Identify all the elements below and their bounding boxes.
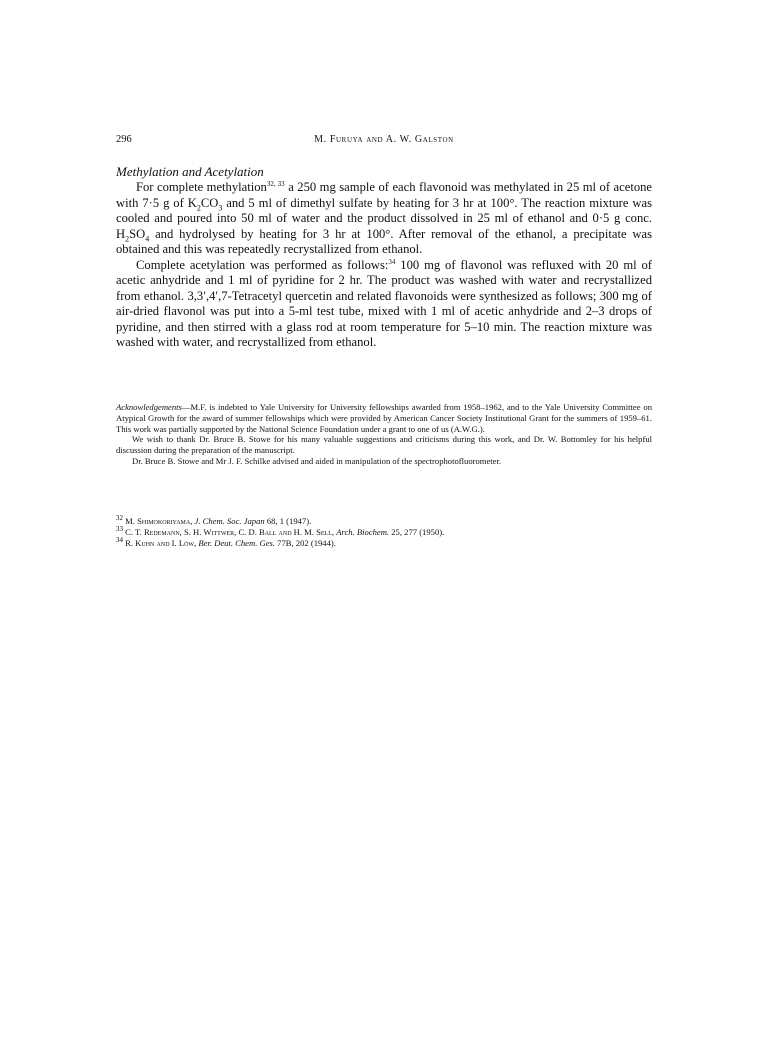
page-header <box>116 134 652 150</box>
reference-item: $^{32}$ M. Shimokoriyama, J. Chem. Soc. Japan 68, 1 (1947). <box>116 514 312 526</box>
acknowledgements-paragraph: Acknowledgements—M.F. is indebted to Yale University for University fellowships awarded from 1958–1962, and to the Yale University Committee on Atypical Growth for the award of summer fellowships which were provided by American Cancer Society Institutional Grant for the summers of 1959–61. This work was partially supported by the National Science Foundation under a grant to one of us (A.W.G.). <box>116 402 652 434</box>
reference-item: $^{34}$ R. Kuhn and I. Löw, Ber. Deut. Chem. Ges. 77B, 202 (1944). <box>116 536 336 548</box>
reference-item: $^{33}$ C. T. Redemann, S. H. Wittwer, C. D. Ball and H. M. Sell, Arch. Biochem. 25, 277 (1950). <box>116 525 445 537</box>
acknowledgements-paragraph: Dr. Bruce B. Stowe and Mr J. F. Schilke advised and aided in manipulation of the spectrophotofluorometer. <box>132 455 502 466</box>
citation-marker: 34 <box>388 257 396 266</box>
body-text <box>116 180 652 351</box>
acknowledgements-heading: Acknowledgements <box>116 402 182 412</box>
citation-marker: 32, 33 <box>266 179 285 188</box>
acknowledgements <box>116 402 652 467</box>
section-heading: Methylation and Acetylation <box>116 164 264 179</box>
acknowledgements-paragraph: We wish to thank Dr. Bruce B. Stowe for his many valuable suggestions and criticisms during this work, and Dr. W. Bottomley for his helpful discussion during the preparation of the manuscript. <box>116 434 652 456</box>
references <box>116 516 652 549</box>
paragraph-acetylation: Complete acetylation was performed as follows:$^{34}$ 100 mg of flavonol was refluxed with 20 ml of acetic anhydride and 1 ml of pyridine for 2 hr. The product was washed with water and recrystallized from ethanol. 3,3′,4′,7-Tetracetyl quercetin and related flavonoids were synthesized as follows; 300 mg of air-dried flavonol was put into a 5-ml test tube, mixed with 1 ml of acetic anhydride and 2–3 drops of pyridine, and then stirred with a glass rod at room temperature for 5–10 min. The reaction mixture was washed with water, and recrystallized from ethanol. <box>116 257 652 349</box>
running-title: M. Furuya and A. W. Galston <box>314 134 454 145</box>
page-number: 296 <box>116 134 132 145</box>
paragraph-methylation: For complete methylation$^{32, 33}$ a 250 mg sample of each flavonoid was methylated in 25 ml of acetone with 7·5 g of $K_2CO_3$ and 5 ml of dimethyl sulfate by heating for 3 hr at 100°. The reaction mixture was cooled and poured into 50 ml of water and the product dissolved in 25 ml of ethanol and 0·5 g conc. $H_2SO_4$ and hydrolysed by heating for 3 hr at 100°. After removal of the ethanol, a precipitate was obtained and this was repeatedly recrystallized from ethanol. <box>116 179 653 256</box>
